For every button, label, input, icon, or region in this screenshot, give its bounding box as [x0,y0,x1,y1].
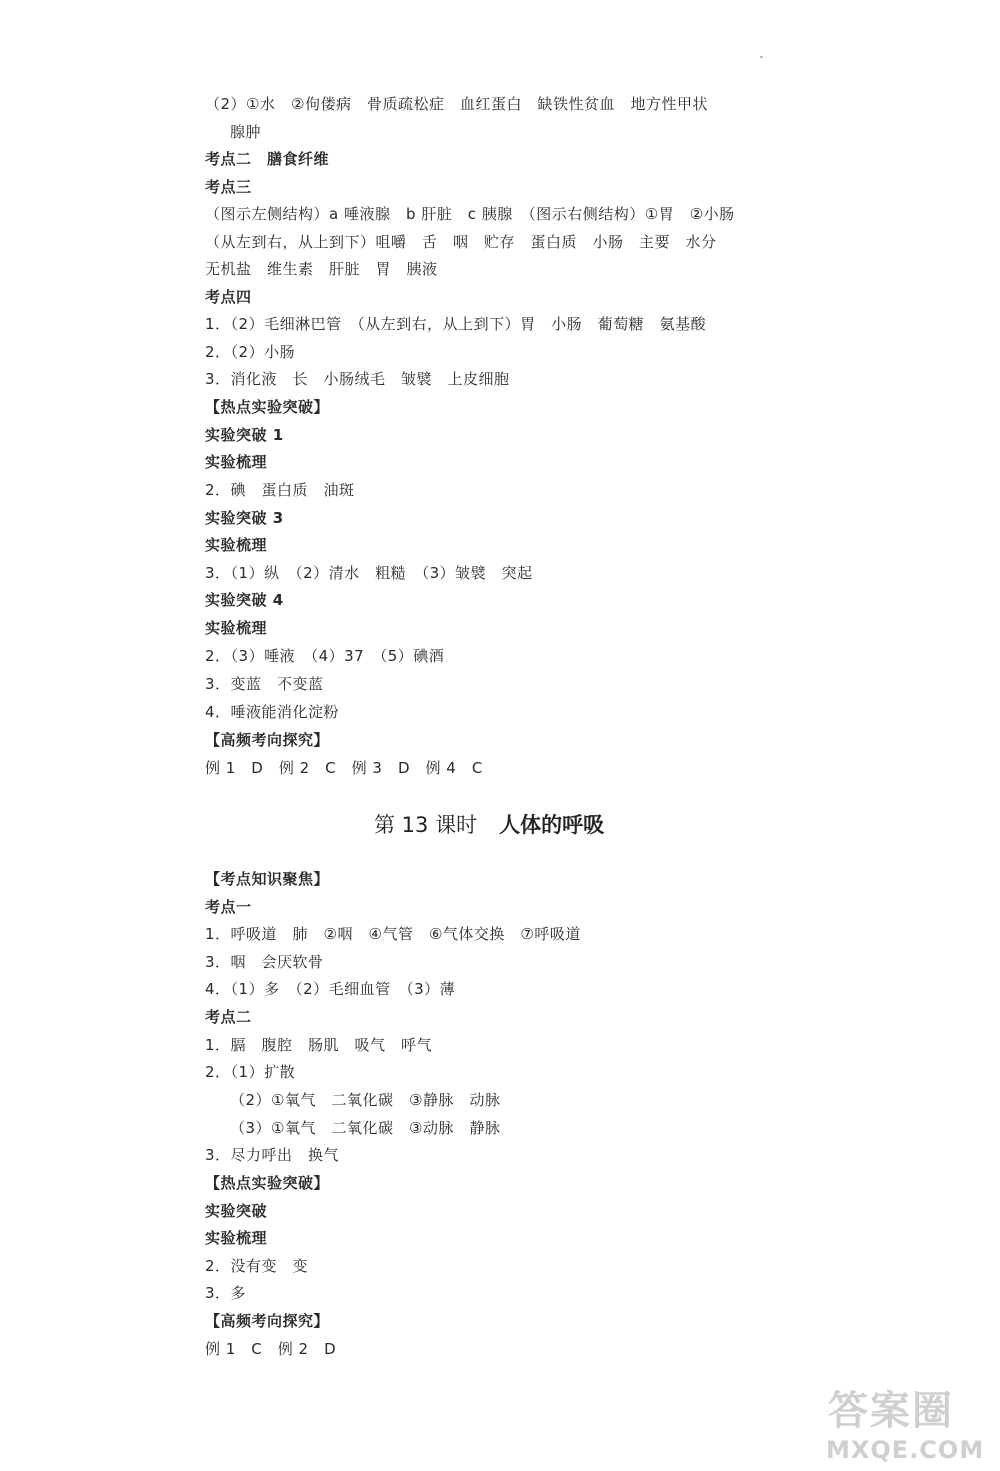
experiment-heading: 实验突破 4 [205,591,284,609]
answer-line: 3．多 [205,1284,247,1302]
experiment-heading: 实验突破 3 [205,509,284,527]
lesson-number: 第 13 课时 [374,813,478,837]
scan-speck [760,56,763,58]
kaodian-3-heading: 考点三 [205,178,252,196]
answer-line: 2．（1）扩散 [205,1063,296,1081]
experiment-subheading: 实验梳理 [205,1229,268,1247]
section-heading-hot-experiment: 【热点实验突破】 [205,1174,330,1192]
experiment-subheading: 实验梳理 [205,453,268,471]
answer-line: 2．（2）小肠 [205,343,296,361]
experiment-heading: 实验突破 1 [205,426,284,444]
answer-line: 1．呼吸道 肺 ②咽 ④气管 ⑥气体交换 ⑦呼吸道 [205,925,581,943]
answer-line: （图示左侧结构）a 唾液腺 b 肝脏 c 胰腺 （图示右侧结构）①胃 ②小肠 [205,205,735,223]
answer-line: 3．咽 会厌软骨 [205,953,324,971]
answer-line: 3．消化液 长 小肠绒毛 皱襞 上皮细胞 [205,370,510,388]
experiment-subheading: 实验梳理 [205,536,268,554]
example-answers: 例 1 D 例 2 C 例 3 D 例 4 C [205,759,483,777]
watermark-url: MXQE.COM [826,1436,985,1464]
answer-line: （从左到右，从上到下）咀嚼 舌 咽 贮存 蛋白质 小肠 主要 水分 [205,233,717,251]
kaodian-1-heading: 考点一 [205,898,252,916]
answer-line: （2）①水 ②佝偻病 骨质疏松症 血红蛋白 缺铁性贫血 地方性甲状 [205,95,708,113]
answer-line: 2．没有变 变 [205,1257,309,1275]
section-heading-high-frequency: 【高频考向探究】 [205,1312,330,1330]
answer-subline: （2）①氧气 二氧化碳 ③静脉 动脉 [230,1091,501,1109]
kaodian-4-heading: 考点四 [205,288,252,306]
section-heading-hot-experiment: 【热点实验突破】 [205,398,330,416]
kaodian-2-line: 考点二 膳食纤维 [205,150,330,168]
answer-subline: （3）①氧气 二氧化碳 ③动脉 静脉 [230,1119,501,1137]
answer-line: 1．（2）毛细淋巴管 （从左到右，从上到下）胃 小肠 葡萄糖 氨基酸 [205,315,707,333]
answer-line: 3．（1）纵 （2）清水 粗糙 （3）皱襞 突起 [205,564,533,582]
answer-line: 4．（1）多 （2）毛细血管 （3）薄 [205,980,456,998]
section-heading-high-frequency: 【高频考向探究】 [205,731,330,749]
experiment-subheading: 实验梳理 [205,619,268,637]
experiment-heading: 实验突破 [205,1202,268,1220]
answer-line: 无机盐 维生素 肝脏 胃 胰液 [205,260,438,278]
answer-line: 2．（3）唾液 （4）37 （5）碘酒 [205,647,445,665]
answer-line: 3．尽力呼出 换气 [205,1146,340,1164]
watermark-logo-text: 答案圈 [828,1388,954,1434]
example-answers: 例 1 C 例 2 D [205,1340,337,1358]
answer-line: 4．唾液能消化淀粉 [205,703,340,721]
lesson-topic: 人体的呼吸 [499,813,605,837]
site-watermark [822,1388,990,1466]
section-heading-knowledge: 【考点知识聚焦】 [205,870,330,888]
kaodian-2-heading: 考点二 [205,1008,252,1026]
answer-line: 3．变蓝 不变蓝 [205,675,324,693]
lesson-title [374,812,604,838]
answer-line: 1．膈 腹腔 肠肌 吸气 呼气 [205,1036,433,1054]
answer-line-continued: 腺肿 [230,123,262,141]
answer-line: 2．碘 蛋白质 油斑 [205,481,355,499]
